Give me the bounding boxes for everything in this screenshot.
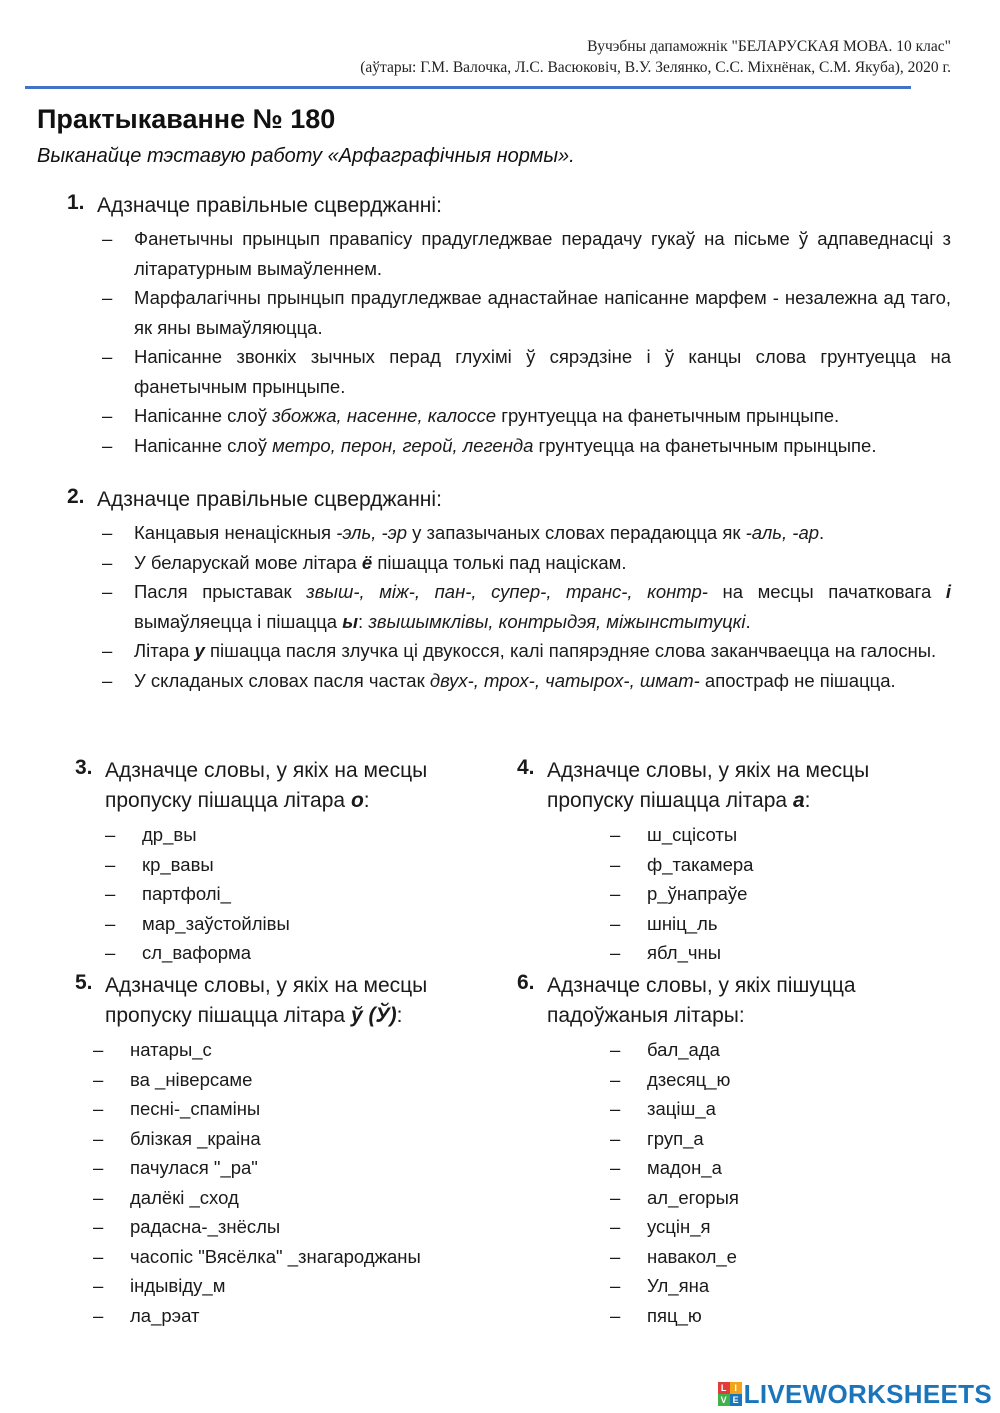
word-item: дзесяц_ю [647, 1068, 731, 1090]
dash-bullet: – [610, 1304, 621, 1326]
item-text: Літара [134, 640, 195, 661]
word-item: пяц_ю [647, 1304, 702, 1326]
dash-bullet: – [102, 640, 113, 661]
item-text: . [745, 610, 751, 632]
answer-list [102, 224, 951, 460]
item-text: Напісанне слоў [134, 434, 273, 456]
word-item: часопіс "Вясёлка" _знагароджаны [130, 1245, 421, 1267]
list-item [93, 1035, 495, 1065]
item-text: Пасля прыставак [134, 581, 307, 602]
word-list [610, 820, 947, 968]
dash-bullet: – [102, 581, 113, 602]
dash-bullet: – [610, 1098, 621, 1119]
dash-bullet: – [102, 551, 113, 573]
list-item [102, 577, 951, 636]
word-item: натары_с [130, 1039, 212, 1060]
dash-bullet: – [105, 912, 116, 934]
list-item [610, 820, 947, 850]
question-4 [517, 756, 947, 968]
item-text: Напісанне звонкіх зычных перад глухімі ў сярэдзіне і ў канцы слова грунтуецца на фанетычным прынцыпе. [134, 346, 951, 397]
list-item [93, 1301, 495, 1331]
list-item [610, 938, 947, 968]
emphasis-text: ё [361, 551, 373, 573]
question-line-1: Адзначце словы, у якіх на месцы [547, 759, 870, 782]
target-letter: а [792, 789, 805, 812]
word-item: мар_заўстойлівы [142, 912, 290, 934]
document-header [0, 36, 951, 78]
question-line-2 [547, 786, 947, 816]
dash-bullet: – [610, 1068, 621, 1090]
item-text: . [819, 522, 825, 543]
dash-bullet: – [102, 669, 113, 691]
dash-bullet: – [93, 1304, 104, 1326]
logo-icon-letter: V [718, 1394, 730, 1406]
question-line-2-prefix: пропуску пішацца літара [105, 1004, 351, 1027]
item-text: вымаўляецца і пішацца [134, 610, 343, 632]
item-text: у запазычаных словах перадаюцца як [407, 522, 746, 543]
list-item [102, 666, 951, 696]
question-text [105, 971, 495, 1031]
word-item: шніц_ль [647, 912, 718, 934]
list-item [105, 879, 495, 909]
dash-bullet: – [93, 1098, 104, 1119]
item-text: грунтуецца на фанетычным прынцыпе. [533, 434, 877, 456]
question-number: 4. [517, 756, 535, 779]
list-item [93, 1065, 495, 1095]
item-text: пішацца толькі пад націскам. [372, 551, 627, 573]
question-line-2-suffix: : [396, 1004, 403, 1027]
word-list [93, 1035, 495, 1330]
question-number: 1. [67, 191, 85, 214]
word-item: р_ўнапраўе [647, 883, 748, 904]
dash-bullet: – [610, 1157, 621, 1178]
list-item [610, 1035, 947, 1065]
emphasis-text: -эль, -эр [336, 522, 408, 543]
logo-icon-letter: E [730, 1394, 742, 1406]
list-item [105, 820, 495, 850]
dash-bullet: – [105, 824, 116, 845]
question-2 [67, 485, 951, 695]
list-item [610, 1242, 947, 1272]
word-item: усцін_я [647, 1216, 711, 1237]
dash-bullet: – [610, 1186, 621, 1208]
dash-bullet: – [93, 1039, 104, 1060]
question-line-2-suffix: : [363, 789, 370, 812]
word-item: ф_такамера [647, 853, 754, 875]
question-line-2-prefix: пропуску пішацца літара [105, 789, 351, 812]
list-item [610, 1183, 947, 1213]
dash-bullet: – [93, 1186, 104, 1208]
list-item [93, 1242, 495, 1272]
list-item [105, 850, 495, 880]
liveworksheets-logo-icon [718, 1382, 742, 1406]
word-item: др_вы [142, 824, 197, 845]
list-item [93, 1212, 495, 1242]
dash-bullet: – [102, 287, 113, 308]
question-line-2 [105, 1001, 495, 1031]
header-authors: (аўтары: Г.М. Валочка, Л.С. Васюковіч, В.У. Зелянко, С.С. Міхнёнак, С.М. Якуба), 2020 г. [360, 59, 951, 76]
list-item [105, 938, 495, 968]
word-item: ал_егорыя [647, 1186, 739, 1208]
dash-bullet: – [105, 883, 116, 904]
word-item: радасна-_знёслы [130, 1216, 281, 1237]
item-text: грунтуецца на фанетычным прынцыпе. [496, 405, 840, 426]
emphasis-text: у [194, 640, 205, 661]
question-number: 6. [517, 971, 535, 994]
word-item: ш_сцісоты [647, 824, 738, 845]
list-item [105, 909, 495, 939]
page-title: Практыкаванне № 180 [37, 104, 336, 134]
word-item: ла_рэат [130, 1304, 200, 1326]
word-item: далёкі _сход [130, 1186, 239, 1208]
list-item [93, 1153, 495, 1183]
question-line-2: падоўжаныя літары: [547, 1004, 745, 1027]
list-item [93, 1271, 495, 1301]
question-number: 5. [75, 971, 93, 994]
dash-bullet: – [102, 346, 113, 367]
dash-bullet: – [610, 1245, 621, 1267]
question-line-1: Адзначце словы, у якіх пішуцца [547, 974, 856, 997]
item-text: Канцавыя ненаціскныя [134, 522, 337, 543]
target-letter: ў (Ў) [350, 1004, 397, 1027]
answer-list [102, 518, 951, 695]
question-3 [75, 756, 495, 968]
emphasis-text: двух-, трох-, чатырох-, шмат- [429, 669, 700, 691]
list-item [610, 879, 947, 909]
dash-bullet: – [610, 912, 621, 934]
dash-bullet: – [105, 853, 116, 875]
word-item: ва _ніверсаме [130, 1068, 253, 1090]
dash-bullet: – [93, 1275, 104, 1296]
liveworksheets-logo-text: LIVEWORKSHEETS [743, 1378, 992, 1409]
question-line-2-prefix: пропуску пішацца літара [547, 789, 793, 812]
word-list [610, 1035, 947, 1330]
word-item: пачулася "_ра" [130, 1157, 258, 1178]
dash-bullet: – [610, 1216, 621, 1237]
dash-bullet: – [610, 1127, 621, 1149]
emphasis-text: звышымклівы, контрыдэя, міжынстытуцкі [368, 610, 746, 632]
question-text [105, 756, 495, 816]
logo-icon-letter: I [730, 1382, 742, 1394]
question-1 [67, 191, 951, 460]
word-item: мадон_а [647, 1157, 722, 1178]
dash-bullet: – [102, 405, 113, 426]
list-item [610, 1094, 947, 1124]
item-text: Марфалагічны прынцып прадугледжвае аднастайнае напісанне марфем - незалежна ад таго, як яны вымаўляюцца. [134, 287, 951, 338]
emphasis-text: збожжа, насенне, калоссе [272, 405, 497, 426]
list-item [93, 1124, 495, 1154]
list-item [610, 1271, 947, 1301]
item-text: Фанетычны прынцып правапісу прадугледжвае перадачу гукаў на пісьме ў адпаведнасці з літаратурным вымаўленнем. [134, 228, 951, 279]
dash-bullet: – [610, 883, 621, 904]
question-text [547, 971, 947, 1031]
list-item [610, 1301, 947, 1331]
question-number: 3. [75, 756, 93, 779]
question-text: Адзначце правільные сцверджанні: [97, 488, 442, 511]
item-text: Напісанне слоў [134, 405, 273, 426]
question-number: 2. [67, 485, 85, 508]
dash-bullet: – [102, 434, 113, 456]
dash-bullet: – [102, 522, 113, 543]
dash-bullet: – [93, 1216, 104, 1237]
list-item [93, 1094, 495, 1124]
dash-bullet: – [610, 824, 621, 845]
word-item: навакол_е [647, 1245, 737, 1267]
question-5 [75, 971, 495, 1330]
dash-bullet: – [93, 1127, 104, 1149]
list-item [610, 1124, 947, 1154]
dash-bullet: – [105, 942, 116, 963]
list-item [610, 1212, 947, 1242]
word-item: кр_вавы [142, 853, 214, 875]
dash-bullet: – [93, 1157, 104, 1178]
dash-bullet: – [93, 1068, 104, 1090]
list-item [102, 636, 951, 666]
dash-bullet: – [102, 228, 113, 249]
item-text: на месцы пачатковага [707, 581, 946, 602]
item-text: апостраф не пішацца. [699, 669, 896, 691]
list-item [610, 850, 947, 880]
word-item: заціш_а [647, 1098, 716, 1119]
word-item: блізкая _краіна [130, 1127, 261, 1149]
word-item: Ул_яна [647, 1275, 710, 1296]
dash-bullet: – [93, 1245, 104, 1267]
word-item: індывіду_м [130, 1275, 226, 1296]
header-divider [25, 86, 911, 89]
list-item [102, 401, 951, 431]
question-line-1: Адзначце словы, у якіх на месцы [105, 759, 428, 782]
list-item [102, 224, 951, 283]
word-item: сл_ваформа [142, 942, 252, 963]
question-line-1: Адзначце словы, у якіх на месцы [105, 974, 428, 997]
list-item [610, 909, 947, 939]
list-item [610, 1153, 947, 1183]
word-item: песні-_спаміны [130, 1098, 261, 1119]
item-text: пішацца пасля злучка ці двукосся, калі папярэдняе слова заканчваецца на галосны. [204, 640, 937, 661]
page-subtitle: Выканайце тэставую работу «Арфаграфічныя нормы». [37, 145, 575, 167]
word-item: ябл_чны [647, 942, 722, 963]
emphasis-text: ы [342, 610, 359, 632]
emphasis-text: метро, перон, герой, легенда [272, 434, 534, 456]
question-text: Адзначце правільные сцверджанні: [97, 194, 442, 217]
question-6 [517, 971, 947, 1330]
target-letter: о [350, 789, 364, 812]
dash-bullet: – [610, 853, 621, 875]
item-text: У складаных словах пасля частак [134, 669, 430, 691]
emphasis-text: звыш-, між-, пан-, супер-, транс-, контр- [306, 581, 708, 602]
question-text [547, 756, 947, 816]
liveworksheets-logo [718, 1378, 992, 1410]
word-item: груп_а [647, 1127, 704, 1149]
list-item [102, 548, 951, 578]
list-item [93, 1183, 495, 1213]
list-item [102, 431, 951, 461]
list-item [610, 1065, 947, 1095]
word-item: бал_ада [647, 1039, 720, 1060]
dash-bullet: – [610, 1039, 621, 1060]
dash-bullet: – [610, 942, 621, 963]
question-line-2-suffix: : [804, 789, 811, 812]
list-item [102, 283, 951, 342]
word-item: партфолі_ [142, 883, 231, 904]
item-text: У беларускай мове літара [134, 551, 362, 573]
emphasis-text: -аль, -ар [745, 522, 820, 543]
item-text: : [358, 610, 369, 632]
list-item [102, 518, 951, 548]
emphasis-text: і [945, 581, 952, 602]
header-book-title: Вучэбны дапаможнік "БЕЛАРУСКАЯ МОВА. 10 клас" [587, 38, 951, 55]
list-item [102, 342, 951, 401]
dash-bullet: – [610, 1275, 621, 1296]
word-list [105, 820, 495, 968]
question-line-2 [105, 786, 495, 816]
logo-icon-letter: L [718, 1382, 730, 1394]
